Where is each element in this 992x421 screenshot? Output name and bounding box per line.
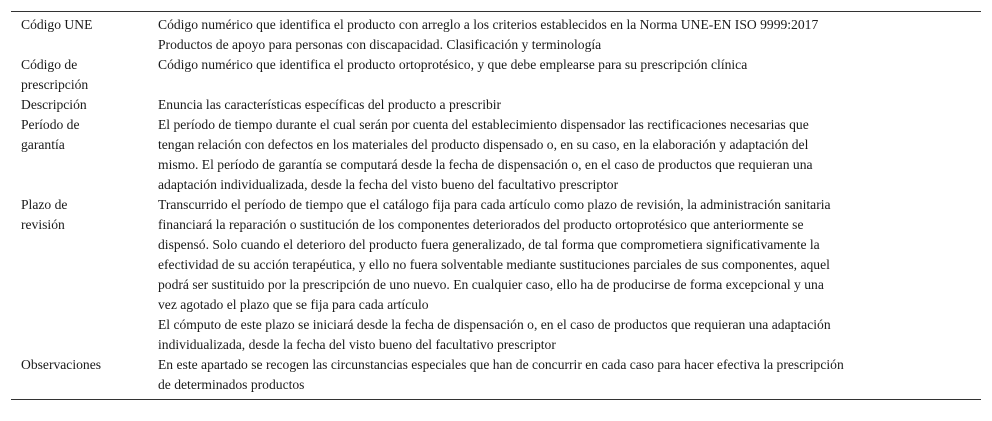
table-row bbox=[11, 95, 981, 115]
table-row bbox=[11, 355, 981, 395]
term-cell bbox=[11, 15, 148, 55]
definition-cell bbox=[148, 95, 981, 115]
definition-cell bbox=[148, 115, 981, 195]
definition-text: Transcurrido el período de tiempo que el catálogo fija para cada artículo como plazo de revisión, la administración sanitaria bbox=[158, 197, 831, 212]
definition-text: El cómputo de este plazo se iniciará desde la fecha de dispensación o, en el caso de productos que requieran una adaptación bbox=[158, 317, 831, 332]
term-text: Descripción bbox=[21, 97, 87, 112]
definition-cell bbox=[148, 195, 981, 355]
definition-text: mismo. El período de garantía se computará desde la fecha de dispensación o, en el caso de productos que requieran una bbox=[158, 157, 813, 172]
definition-text: El período de tiempo durante el cual serán por cuenta del establecimiento dispensador las rectificaciones necesarias que bbox=[158, 117, 809, 132]
definition-text: adaptación individualizada, desde la fecha del visto bueno del facultativo prescriptor bbox=[158, 177, 619, 192]
table-row bbox=[11, 55, 981, 95]
definition-text: podrá ser sustituido por la prescripción de uno nuevo. En cualquier caso, ello ha de producirse de forma excepcional y una bbox=[158, 277, 824, 292]
term-cell bbox=[11, 55, 148, 95]
term-text: Observaciones bbox=[21, 357, 102, 372]
definition-text: dispensó. Solo cuando el deterioro del producto fuera generalizado, de tal forma que comprometiera significativamente la bbox=[158, 237, 820, 252]
term-text: Período de bbox=[21, 117, 80, 132]
definition-text: Código numérico que identifica el producto ortoprotésico, y que debe emplearse para su prescripción clínica bbox=[158, 57, 748, 72]
term-cell bbox=[11, 115, 148, 195]
definition-text: efectividad de su acción terapéutica, y ello no fuera solventable mediante sustituciones parciales de sus componentes, aquel bbox=[158, 257, 830, 272]
definitions-table-frame bbox=[11, 11, 981, 400]
table-row bbox=[11, 195, 981, 355]
definition-text: Código numérico que identifica el producto con arreglo a los criterios establecidos en la Norma UNE-EN ISO 9999:2017 bbox=[158, 17, 819, 32]
definition-cell bbox=[148, 355, 981, 395]
term-text: Código UNE bbox=[21, 17, 93, 32]
term-cell bbox=[11, 195, 148, 355]
term-cell bbox=[11, 95, 148, 115]
definition-text: de determinados productos bbox=[158, 377, 305, 392]
definition-text: financiará la reparación o sustitución de los componentes deteriorados del producto ortoprotésico que anteriormente se bbox=[158, 217, 804, 232]
definition-text: Productos de apoyo para personas con discapacidad. Clasificación y terminología bbox=[158, 37, 602, 52]
term-cell bbox=[11, 355, 148, 395]
definition-text: Enuncia las características específicas del producto a prescribir bbox=[158, 97, 502, 112]
term-text: revisión bbox=[21, 217, 65, 232]
definition-text: individualizada, desde la fecha del visto bueno del facultativo prescriptor bbox=[158, 337, 556, 352]
term-text: Plazo de bbox=[21, 197, 68, 212]
term-text: garantía bbox=[21, 137, 65, 152]
table-row bbox=[11, 115, 981, 195]
definition-text: tengan relación con defectos en los materiales del producto dispensado o, en su caso, en la elaboración y adaptación del bbox=[158, 137, 809, 152]
definition-cell bbox=[148, 15, 981, 55]
definitions-table bbox=[11, 15, 981, 395]
definition-text: En este apartado se recogen las circunstancias especiales que han de concurrir en cada caso para hacer efectiva la prescripción bbox=[158, 357, 844, 372]
term-text: Código de bbox=[21, 57, 78, 72]
definition-cell bbox=[148, 55, 981, 95]
definition-text: vez agotado el plazo que se fija para cada artículo bbox=[158, 297, 429, 312]
table-row bbox=[11, 15, 981, 55]
term-text: prescripción bbox=[21, 77, 89, 92]
